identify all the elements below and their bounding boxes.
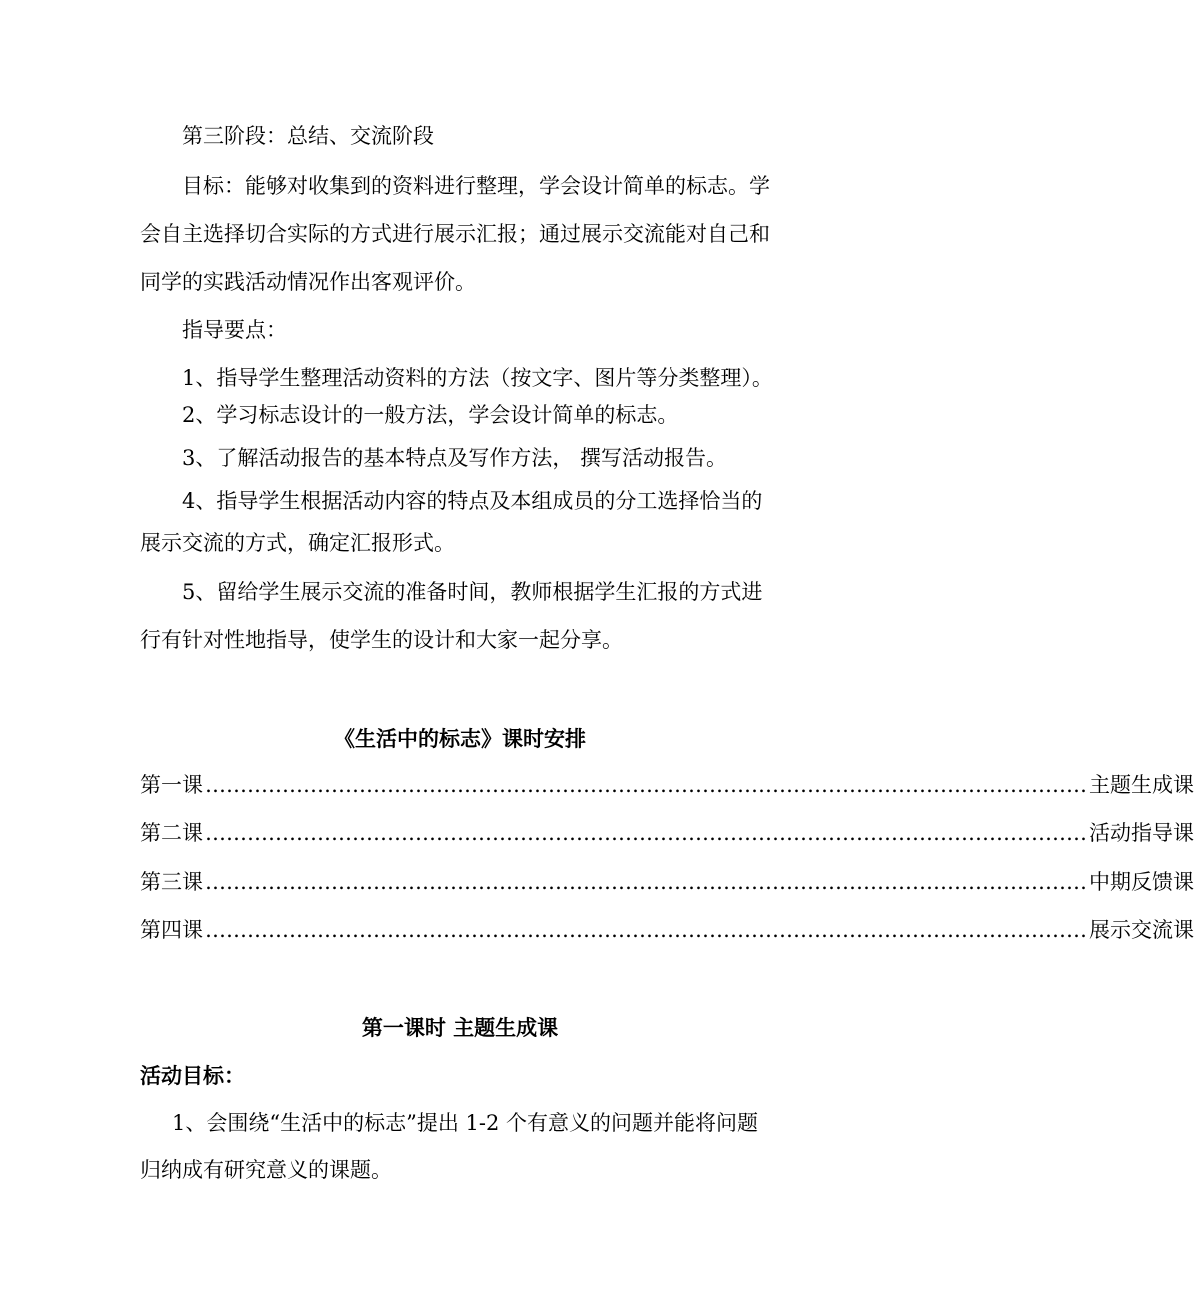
- guide-point-4-line-1: 4、指导学生根据活动内容的特点及本组成员的分工选择恰当的: [182, 489, 763, 513]
- lesson1-title: 第一课时 主题生成课: [361, 1015, 559, 1040]
- schedule-row: [140, 821, 1194, 845]
- goal-line-1: 目标：能够对收集到的资料进行整理，学会设计简单的标志。学: [182, 174, 770, 198]
- dot-leader: ………………………………………………………………………………………………………………: [205, 821, 1087, 845]
- objective-1-line-2: 归纳成有研究意义的课题。: [140, 1158, 392, 1182]
- goal-line-3: 同学的实践活动情况作出客观评价。: [140, 270, 476, 294]
- schedule-lesson-type: 中期反馈课: [1089, 870, 1194, 894]
- schedule-lesson-type: 展示交流课: [1089, 918, 1194, 942]
- schedule-row: [140, 918, 1194, 942]
- guide-point-3: 3、了解活动报告的基本特点及写作方法， 撰写活动报告。: [182, 446, 728, 470]
- schedule-lesson-type: 活动指导课: [1089, 821, 1194, 845]
- schedule-lesson: 第一课: [140, 773, 203, 797]
- guide-point-5-line-2: 行有针对性地指导，使学生的设计和大家一起分享。: [140, 628, 623, 652]
- stage3-heading: 第三阶段：总结、交流阶段: [182, 124, 434, 148]
- guide-point-1: 1、指导学生整理活动资料的方法（按文字、图片等分类整理）。: [182, 366, 773, 390]
- guide-points-title: 指导要点：: [182, 318, 287, 342]
- schedule-title: 《生活中的标志》课时安排: [334, 726, 586, 751]
- guide-point-2: 2、学习标志设计的一般方法，学会设计简单的标志。: [182, 403, 679, 427]
- objective-1-line-1: 1、会围绕“生活中的标志”提出 1-2 个有意义的问题并能将问题: [172, 1111, 758, 1135]
- dot-leader: ………………………………………………………………………………………………………………: [205, 918, 1087, 942]
- schedule-lesson: 第四课: [140, 918, 203, 942]
- schedule-row: [140, 773, 1194, 797]
- goal-line-2: 会自主选择切合实际的方式进行展示汇报；通过展示交流能对自己和: [140, 222, 770, 246]
- guide-point-5-line-1: 5、留给学生展示交流的准备时间，教师根据学生汇报的方式进: [182, 580, 763, 604]
- schedule-row: [140, 870, 1194, 894]
- guide-point-4-line-2: 展示交流的方式，确定汇报形式。: [140, 531, 455, 555]
- schedule-lesson-type: 主题生成课: [1089, 773, 1194, 797]
- schedule-lesson: 第二课: [140, 821, 203, 845]
- dot-leader: ………………………………………………………………………………………………………………: [205, 870, 1087, 894]
- schedule-lesson: 第三课: [140, 870, 203, 894]
- objectives-title: 活动目标：: [140, 1063, 245, 1088]
- dot-leader: ………………………………………………………………………………………………………………: [205, 773, 1087, 797]
